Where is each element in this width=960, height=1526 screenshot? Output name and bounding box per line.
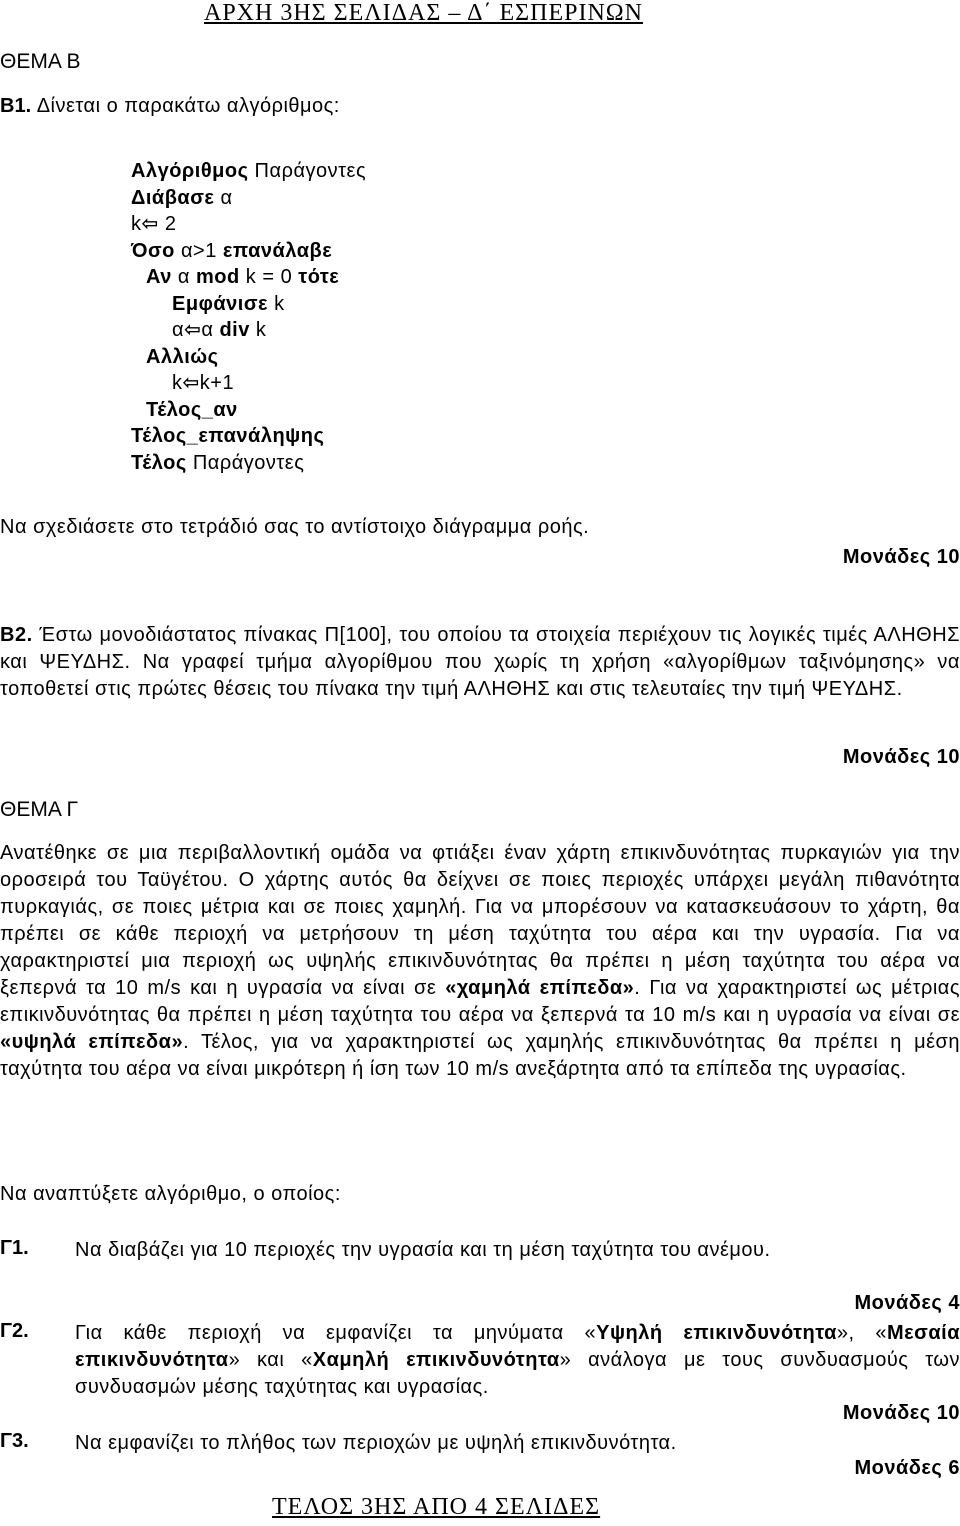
g2-part: » και « [228, 1349, 313, 1371]
assign-arrow-icon: ⇦ [184, 319, 202, 341]
b1-task: Να σχεδιάσετε στο τετράδιό σας το αντίστοιχο διάγραμμα ροής. [0, 516, 590, 538]
alg-keyword: Τέλος_επανάληψης [131, 425, 325, 447]
g1-units: Μονάδες 4 [854, 1292, 960, 1314]
b2-text: Έστω μονοδιάστατος πίνακας Π[100], του οποίου τα στοιχεία περιέχουν τις λογικές τιμές ΑΛΗΘΗΣ και ΨΕΥΔΗΣ. Να γραφεί τμήμα αλγορίθμου που χωρίς τη χρήση «αλγορίθμων ταξινόμησης» να τοποθετεί στις πρώτες θέσεις του πίνακα την τιμή ΑΛΗΘΗΣ και στις τελευταίες την τιμή ΨΕΥΔΗΣ. [0, 624, 960, 700]
c-text: . Για να χαρακτηριστεί ως μέτριας επικινδυνότητας θα πρέπει η μέση ταχύτητα του αέρα να ξεπερνά τα 10 m/s και η υγρασία να είναι σε [0, 977, 960, 1026]
alg-keyword: Όσο [131, 239, 175, 262]
alg-keyword: Αλγόριθμος [131, 160, 249, 182]
g2-part: » ανάλογα με τους συνδυασμούς των συνδυασμών μέσης ταχύτητας και υγρασίας. [75, 1349, 960, 1398]
g1-label: Γ1. [0, 1237, 29, 1259]
alg-text: α [201, 319, 220, 341]
assign-arrow-icon: ⇦ [182, 372, 200, 394]
alg-text: Παράγοντες [248, 160, 367, 182]
g2-bold: Μεσαία επικινδυνότητα [75, 1322, 960, 1371]
g2-bold: Χαμηλή επικινδυνότητα [312, 1349, 560, 1371]
alg-text: k = 0 [239, 266, 299, 288]
alg-text: α [171, 266, 197, 288]
theme-c-title: ΘΕΜΑ Γ [0, 798, 79, 821]
alg-text: α [214, 186, 233, 209]
c-instruction: Να αναπτύξετε αλγόριθμο, ο οποίος: [0, 1183, 341, 1205]
alg-text: α [172, 319, 185, 341]
g3-label: Γ3. [0, 1430, 29, 1452]
g2-units: Μονάδες 10 [842, 1402, 960, 1424]
algorithm-block [131, 158, 366, 476]
g3-text: Να εμφανίζει το πλήθος των περιοχών με υψηλή επικινδυνότητα. [75, 1432, 677, 1454]
c-bold: «χαμηλά επίπεδα» [445, 977, 635, 999]
b1-label: Β1. [0, 95, 32, 117]
alg-keyword: mod [196, 266, 240, 288]
alg-text: k [131, 213, 142, 235]
assign-arrow-icon: ⇦ [141, 213, 159, 235]
alg-text: k [249, 319, 267, 341]
g2-part: Για κάθε περιοχή να εμφανίζει τα μηνύματα « [75, 1322, 597, 1344]
g1-text: Να διαβάζει για 10 περιοχές την υγρασία και τη μέση ταχύτητα του ανέμου. [75, 1239, 771, 1261]
page-footer: ΤΕΛΟΣ 3ΗΣ ΑΠΟ 4 ΣΕΛΙΔΕΣ [272, 1494, 601, 1520]
theme-c-paragraph [0, 840, 960, 1083]
alg-keyword: Αν [146, 266, 172, 288]
alg-keyword: Τέλος [131, 451, 187, 474]
c-text: . Τέλος, για να χαρακτηριστεί ως χαμηλής επικινδυνότητας θα πρέπει η μέση ταχύτητα του αέρα να είναι μικρότερη ή ίση των 10 m/s ανεξάρτητα από τα επίπεδα της υγρασίας. [0, 1031, 960, 1080]
alg-keyword: Τέλος_αν [146, 398, 238, 421]
alg-text: k [172, 372, 183, 394]
g2-part: », « [836, 1322, 888, 1344]
alg-keyword: Αλλιώς [146, 345, 219, 368]
alg-keyword: Εμφάνισε [172, 292, 269, 315]
b1-units: Μονάδες 10 [842, 546, 960, 568]
alg-text: Παράγοντες [186, 451, 305, 474]
b1-intro: Δίνεται ο παρακάτω αλγόριθμος: [36, 95, 340, 117]
theme-b-title: ΘΕΜΑ Β [0, 50, 81, 73]
b2-question [0, 622, 960, 703]
g2-bold: Υψηλή επικινδυνότητα [596, 1322, 837, 1344]
g2-label: Γ2. [0, 1320, 29, 1342]
alg-text: α>1 [174, 239, 223, 262]
b1-question [0, 95, 340, 118]
alg-keyword: επανάλαβε [222, 239, 333, 262]
g2-text [75, 1320, 960, 1401]
c-bold: «υψηλά επίπεδα» [0, 1031, 184, 1053]
alg-keyword: Διάβασε [131, 186, 215, 209]
b2-label: Β2. [0, 624, 33, 646]
alg-text: k+1 [199, 372, 235, 394]
g3-units: Μονάδες 6 [854, 1457, 960, 1479]
b2-units: Μονάδες 10 [842, 746, 960, 768]
c-text: Ανατέθηκε σε μια περιβαλλοντική ομάδα να φτιάξει έναν χάρτη επικινδυνότητας πυρκαγιών για την οροσειρά του Ταϋγέτου. Ο χάρτης αυτός θα δείχνει σε ποιες περιοχές υπάρχει μεγάλη πιθανότητα πυρκαγιάς, σε ποιες μέτρια και σε ποιες χαμηλή. Για να μπορέσουν να κατασκευάσουν το χάρτη, θα πρέπει σε κάθε περιοχή να μετρήσουν τη μέση ταχύτητα του αέρα και την υγρασία. Για να χαρακτηριστεί μια περιοχή ως υψηλής επικινδυνότητας θα πρέπει η μέση ταχύτητα του αέρα να ξεπερνά τα 10 m/s και η υγρασία να είναι σε [0, 842, 960, 999]
alg-keyword: τότε [298, 266, 340, 288]
alg-text: k [268, 292, 285, 315]
alg-text: 2 [158, 213, 177, 235]
page-header: ΑΡΧΗ 3ΗΣ ΣΕΛΙΔΑΣ – Δ΄ ΕΣΠΕΡΙΝΩΝ [204, 0, 643, 26]
alg-keyword: div [219, 319, 250, 341]
